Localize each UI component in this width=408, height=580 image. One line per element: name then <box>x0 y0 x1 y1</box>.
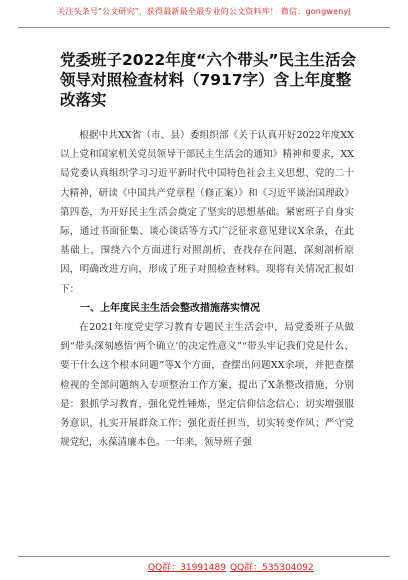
footer-rule <box>18 556 390 557</box>
header-banner: 关注头条号"公文研究"，获得最新最全最专业的公文资料库！ 微信：gongwenyj <box>57 7 351 16</box>
body-paragraph: 在2021年度党史学习教育专题民主生活会中，局党委班子从做到“带头深刻感悟‘两个确立’的决定性意义”“带头牢记我们党是什么、要干什么这个根本问题”等X个方面，查摆出问题XX余项，并把查摆检视的全部问题纳入专项整治工作方案，提出了X条整改措施，分别是：狠抓学习教育，强化党性锤炼，坚定信仰信念信心；切实增强服务意识，扎实开展群众工作；强化责任担当，切实转变作风；严守党规党纪，永葆清廉本色。一年来，领导班子强 <box>60 322 354 449</box>
section-heading: 一、上年度民主生活会整改措施落实情况 <box>80 302 260 314</box>
header-rule <box>18 27 390 28</box>
qq-group-link-2[interactable]: QQ群：535304092 <box>230 563 314 573</box>
intro-paragraph: 根据中共XX省（市、县）委组织部《关于认真开好2022年度XX以上党和国家机关党员领导干部民主生活会的通知》精神和要求，XX局党委认真组织学习习近平新时代中国特色社会主义思想、党的二十大精神，研读《中国共产党章程（修正案）》和《习近平谈治国理政》第四卷，为开好民主生活会奠定了坚实的思想基础。紧密班子自身实际，通过书面征集、谈心谈话等方式广泛征求意见建议X余条，在此基础上，围绕六个方面进行对照剖析，查找存在问题，深刻剖析原因，明确改进方向，形成了班子对照检查材料。现将有关情况汇报如下： <box>60 130 354 295</box>
document-title: 党委班子2022年度“六个带头”民主生活会领导对照检查材料（7917字）含上年度整改落实 <box>60 51 357 109</box>
document-body <box>60 126 354 452</box>
footer <box>0 560 408 576</box>
qq-group-link-1[interactable]: QQ群：31991489 <box>148 563 226 573</box>
